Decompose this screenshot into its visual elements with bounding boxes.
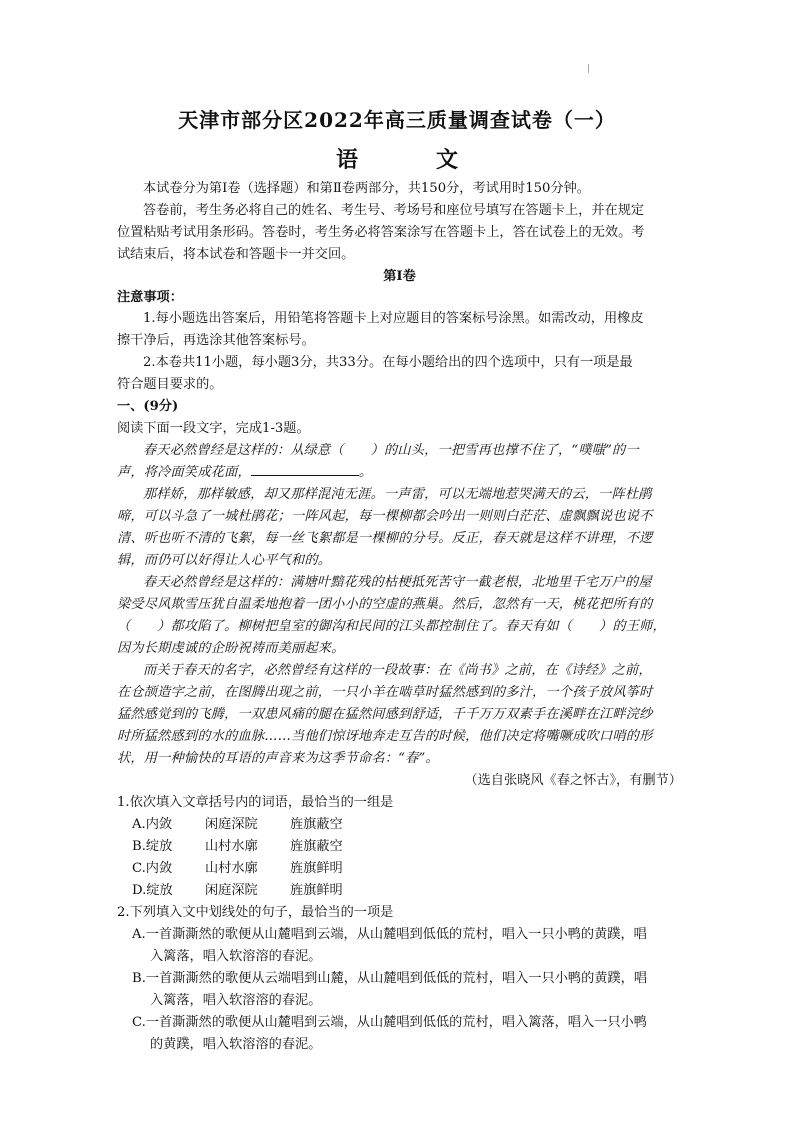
- passage-p1-line-1: 春天必然曾经是这样的：从绿意（ ）的山头，一把雪再也撑不住了，“噗嗤”的一: [143, 443, 639, 458]
- answer-blank-line[interactable]: [251, 463, 359, 476]
- passage-p3-line-3: （ ）都攻陷了。柳树把皇室的御沟和民间的江头都控制住了。春天有如（ ）的王师，: [117, 619, 666, 634]
- option-word-3: 旌旗鲜明: [290, 883, 343, 898]
- note-2-line-2: 符合题目要求的。: [117, 377, 223, 392]
- option-word-3: 旌旗蔽空: [290, 817, 343, 832]
- option-word-3: 旌旗蔽空: [290, 839, 343, 854]
- intro-paragraph-2-line-3: 试结束后，将本试卷和答题卡一并交回。: [117, 247, 355, 262]
- passage-p3-line-1: 春天必然曾经是这样的：满塘叶黯花残的枯梗抵死苦守一截老根，北地里千宅万户的屋: [143, 575, 652, 590]
- question-2-stem: 2.下列填入文中划线处的句子，最恰当的一项是: [117, 905, 394, 920]
- note-2-line-1: 2.本卷共11小题，每小题3分，共33分。在每小题给出的四个选项中，只有一项是最: [143, 355, 633, 370]
- part-instruction: 阅读下面一段文字，完成1-3题。: [117, 421, 310, 436]
- option-label: B.绽放: [132, 839, 173, 854]
- scan-mark: [588, 64, 589, 73]
- option-b-line-1: B.一首澌澌然的歌便从云端唱到山麓，从山麓唱到低低的荒村，唱入一只小鸭的黄蹼，唱: [132, 971, 648, 986]
- intro-paragraph-1: 本试卷分为第Ⅰ卷（选择题）和第Ⅱ卷两部分，共150分，考试用时150分钟。: [143, 181, 590, 196]
- option-word-3: 旌旗鲜明: [290, 861, 343, 876]
- option-word-2: 闲庭深院: [205, 883, 258, 898]
- option-a-line-2: 入篱落，唱入软溶溶的春泥。: [150, 949, 322, 964]
- passage-p4-line-3: 猛然感觉到的飞腾，一双患风痛的腿在猛然间感到舒适，千千万万双素手在溪畔在江畔浣纱: [117, 707, 653, 722]
- option-c-line-1: C.一首澌澌然的歌便从山麓唱到云端，从山麓唱到低低的荒村，唱入篱落，唱入一只小鸭: [132, 1015, 647, 1030]
- note-1-line-2: 擦干净后，再选涂其他答案标号。: [117, 333, 315, 348]
- option-label: A.内敛: [132, 817, 173, 832]
- option-label: D.绽放: [132, 883, 173, 898]
- option-word-2: 山村水廓: [205, 861, 258, 876]
- question-1-stem: 1.依次填入文章括号内的词语，最恰当的一组是: [117, 795, 394, 810]
- section-heading: 第Ⅰ卷: [383, 269, 416, 284]
- option-b-line-2: 入篱落，唱入软溶溶的春泥。: [150, 993, 322, 1008]
- passage-p2-line-1: 那样娇，那样敏感，却又那样混沌无涯。一声雷，可以无端地惹哭满天的云，一阵杜鹃: [143, 487, 652, 502]
- note-1-line-1: 1.每小题选出答案后，用铅笔将答题卡上对应题目的答案标号涂黑。如需改动，用橡皮: [143, 311, 644, 326]
- passage-p4-line-5: 状，用一种愉快的耳语的声音来为这季节命名：“春”。: [117, 751, 439, 766]
- part-heading: 一、(9分): [117, 399, 179, 414]
- option-word-2: 山村水廓: [205, 839, 258, 854]
- subject-title: 语 文: [335, 147, 486, 173]
- passage-p4-line-1: 而关于春天的名字，必然曾经有这样的一段故事：在《尚书》之前，在《诗经》之前，: [143, 663, 652, 678]
- option-word-2: 闲庭深院: [205, 817, 258, 832]
- option-label: C.内敛: [132, 861, 173, 876]
- notes-title: 注意事项：: [117, 290, 183, 305]
- passage-p2-line-4: 辑，而仍可以好得让人心平气和的。: [117, 553, 332, 568]
- passage-p3-line-4: 因为长期虔诚的企盼祝祷而美丽起来。: [117, 641, 345, 656]
- option-a-line-1: A.一首澌澌然的歌便从山麓唱到云端，从山麓唱到低低的荒村，唱入一只小鸭的黄蹼，唱: [132, 927, 647, 942]
- exam-title: 天津市部分区2022年高三质量调查试卷（一）: [178, 108, 616, 132]
- passage-p2-line-3: 清、听也听不清的飞絮，每一丝飞絮都是一棵柳的分号。反正，春天就是这样不讲理，不逻: [117, 531, 653, 546]
- passage-source: （选自张晓风《春之怀古》，有删节）: [464, 773, 682, 788]
- passage-p2-line-2: 啼，可以斗急了一城杜鹃花；一阵风起，每一棵柳都会吟出一则则白茫茫、虚飘飘说也说不: [117, 509, 653, 524]
- intro-paragraph-2-line-1: 答卷前，考生务必将自己的姓名、考生号、考场号和座位号填写在答题卡上，并在规定: [143, 203, 645, 218]
- option-c-line-2: 的黄蹼，唱入软溶溶的春泥。: [150, 1037, 322, 1052]
- passage-p4-line-4: 时所猛然感到的水的血脉……当他们惊讶地奔走互告的时候，他们决定将嘴噘成吹口哨的形: [117, 729, 653, 744]
- passage-p4-line-2: 在仓颉造字之前，在图腾出现之前，一只小羊在啮草时猛然感到的多汁，一个孩子放风筝时: [117, 685, 653, 700]
- passage-p1-line-2: 声，将冷面笑成花面， 。: [117, 465, 373, 480]
- intro-paragraph-2-line-2: 位置粘贴考试用条形码。答卷时，考生务必将答案涂写在答题卡上，答在试卷上的无效。考: [117, 225, 645, 240]
- passage-p3-line-2: 梁受尽风欺雪压犹自温柔地抱着一团小小的空虚的燕巢。然后，忽然有一天，桃花把所有的: [117, 597, 653, 612]
